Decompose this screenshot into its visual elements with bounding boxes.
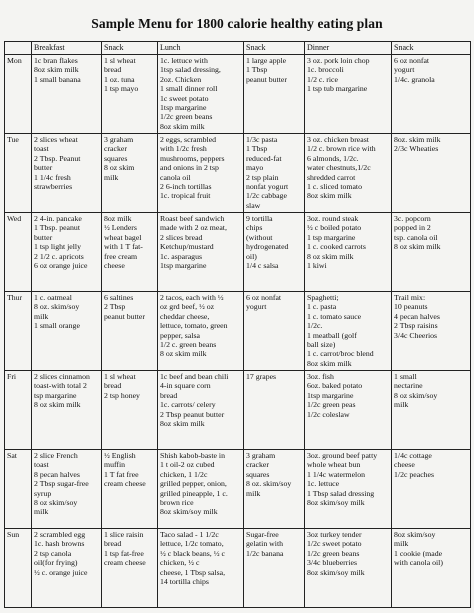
meal-item: chips xyxy=(246,223,263,233)
meal-item: 1 small dinner roll xyxy=(160,84,218,94)
meal-item: nonfat yogurt xyxy=(246,182,289,192)
meal-item: ½ c. orange juice xyxy=(34,567,88,577)
meal-item: 1 kiwi xyxy=(307,261,327,271)
meal-item: free cream xyxy=(104,251,138,261)
meal-item: gelatin with xyxy=(246,539,284,549)
meal-item: mayo xyxy=(246,163,264,173)
meal-cell xyxy=(392,529,471,608)
meal-item: bread xyxy=(160,390,178,400)
meal-item: 1/2c green beans xyxy=(307,548,360,558)
meal-item: 3 oz. pork loin chop xyxy=(307,56,370,65)
meal-cell xyxy=(244,134,305,213)
column-header: Breakfast xyxy=(32,42,102,55)
meal-item: pepper, salsa xyxy=(160,330,200,340)
meal-cell xyxy=(305,55,392,134)
meal-item: reduced-fat xyxy=(246,153,282,163)
meal-item: 1/2c green beans xyxy=(160,112,213,122)
column-header: Snack xyxy=(102,42,158,55)
meal-item: Spaghetti; xyxy=(307,293,339,302)
meal-item: 1 c. cooked carrots xyxy=(307,242,366,252)
meal-item: strawberries xyxy=(34,182,73,192)
meal-item: 1 tsp fat-free xyxy=(104,548,144,558)
meal-item: Taco salad - 1 1/2c xyxy=(160,530,219,539)
meal-item: 1/2c peaches xyxy=(394,469,435,479)
meal-cell xyxy=(392,134,471,213)
meal-cell xyxy=(158,55,244,134)
meal-item: toast xyxy=(34,460,49,470)
menu-table xyxy=(4,41,471,608)
meal-cell xyxy=(392,213,471,292)
day-label: Thur xyxy=(5,292,32,371)
meal-item: 14 tortilla chips xyxy=(160,577,209,587)
meal-item: 1 tsp margarine xyxy=(307,232,356,242)
meal-item: bread xyxy=(104,539,122,549)
meal-item: 8oz skim/soy milk xyxy=(307,567,365,577)
meal-item: 8oz skim milk xyxy=(307,191,352,201)
meal-item: ½ Lenders xyxy=(104,223,137,233)
meal-item: 8 oz skim milk xyxy=(160,349,207,359)
meal-cell xyxy=(244,213,305,292)
meal-item: (without xyxy=(246,232,273,242)
meal-cell xyxy=(392,292,471,371)
meal-item: tsp margarine xyxy=(34,390,77,400)
meal-item: 1/2c sweet potato xyxy=(307,539,362,549)
meal-cell xyxy=(305,292,392,371)
meal-item: 1/4c. granola xyxy=(394,74,435,84)
meal-item: 8oz. skim milk xyxy=(394,135,441,144)
meal-item: 2 4-in. pancake xyxy=(34,214,82,223)
day-label: Wed xyxy=(5,213,32,292)
meal-item: 1c. hash browns xyxy=(34,539,85,549)
meal-item: Ketchup/mustard xyxy=(160,242,214,252)
meal-item: 1 tsp light jelly xyxy=(34,242,81,252)
meal-item: 8 oz skim/soy xyxy=(34,498,78,508)
meal-item: peanut butter xyxy=(246,74,287,84)
meal-item: 6 oz nonfat xyxy=(394,56,430,65)
table-row xyxy=(5,450,471,529)
meal-item: 3c. popcorn xyxy=(394,214,431,223)
meal-item: made with 2 oz meat, xyxy=(160,223,227,233)
table-row xyxy=(5,134,471,213)
meal-item: 8oz skim milk xyxy=(307,358,352,368)
meal-item: 1 c. tomato sauce xyxy=(307,311,362,321)
meal-item: 1/2 c. rice xyxy=(307,74,338,84)
meal-item: 1 cookie (made xyxy=(394,548,443,558)
meal-cell xyxy=(32,529,102,608)
meal-item: toast-with total 2 xyxy=(34,381,87,391)
day-label: Fri xyxy=(5,371,32,450)
meal-item: bread xyxy=(104,65,122,75)
meal-item: syrup xyxy=(34,488,52,498)
meal-item: ½ c black beans, ½ c xyxy=(160,548,225,558)
meal-item: 2 Tbsp raisins xyxy=(394,321,438,331)
meal-item: cracker xyxy=(246,460,269,470)
meal-item: nectarine xyxy=(394,381,423,391)
meal-item: 8 oz skim milk xyxy=(394,242,441,252)
meal-item: 1/2 c. green beans xyxy=(160,340,217,350)
meal-item: 1 Tbsp xyxy=(246,144,268,154)
meal-cell xyxy=(102,134,158,213)
meal-item: squares xyxy=(246,469,270,479)
meal-item: milk xyxy=(394,400,409,410)
table-row xyxy=(5,55,471,134)
meal-cell xyxy=(32,134,102,213)
meal-item: Trail mix: xyxy=(394,293,426,302)
meal-item: lettuce, 1/2c tomato, xyxy=(160,539,224,549)
meal-cell xyxy=(392,371,471,450)
meal-item: 1 T fat free xyxy=(104,469,139,479)
meal-item: 1c. lettuce with xyxy=(160,56,208,65)
meal-item: 8oz skim/soy milk xyxy=(307,498,365,508)
meal-item: 2 eggs, scrambled xyxy=(160,135,217,144)
meal-item: 1 Tbsp salad dressing xyxy=(307,488,375,498)
meal-item: 2 tsp plain xyxy=(246,172,279,182)
meal-item: lettuce, tomato, green xyxy=(160,321,228,331)
meal-item: Roast beef sandwich xyxy=(160,214,225,223)
meal-item: with 1/2c fresh xyxy=(160,144,207,154)
meal-item: 1 tsp tub margarine xyxy=(307,84,368,94)
meal-item: cracker xyxy=(104,144,127,154)
meal-item: 1/2c banana xyxy=(246,548,284,558)
meal-item: 2 slices wheat xyxy=(34,135,78,144)
meal-item: muffin xyxy=(104,460,126,470)
meal-cell xyxy=(244,292,305,371)
meal-item: 1tsp margarine xyxy=(307,390,354,400)
meal-item: grilled pepper, onion, xyxy=(160,479,227,489)
meal-item: 6 almonds, 1/2c. xyxy=(307,153,359,163)
meal-item: 8oz skim milk xyxy=(34,65,79,75)
meal-item: 1tsp margarine xyxy=(160,261,207,271)
meal-item: 1 Tbsp. peanut xyxy=(34,223,80,233)
meal-item: toast xyxy=(34,144,49,154)
meal-item: bread xyxy=(104,381,122,391)
meal-cell xyxy=(32,292,102,371)
meal-cell xyxy=(392,450,471,529)
meal-item: tsp. canola oil xyxy=(394,232,438,242)
meal-item: 1tsp salad dressing, xyxy=(160,65,221,75)
meal-item: 1 c. oatmeal xyxy=(34,293,72,302)
day-label: Tue xyxy=(5,134,32,213)
meal-item: 3 oz. chicken breast xyxy=(307,135,369,144)
column-header: Snack xyxy=(392,42,471,55)
header-row xyxy=(5,42,471,55)
meal-item: 10 peanuts xyxy=(394,302,428,312)
meal-item: 1/2c cabbage xyxy=(246,191,287,201)
meal-cell xyxy=(102,450,158,529)
meal-item: mushrooms, peppers xyxy=(160,153,225,163)
table-row xyxy=(5,213,471,292)
meal-item: 1/4c cottage xyxy=(394,451,432,460)
meal-item: 1 small orange xyxy=(34,321,80,331)
meal-item: 8 pecan halves xyxy=(34,469,80,479)
column-header xyxy=(5,42,32,55)
meal-item: 8 oz. skim/soy xyxy=(34,302,80,312)
meal-item: 2 Tbsp. Peanut xyxy=(34,153,81,163)
meal-item: 8 oz skim/soy xyxy=(394,390,438,400)
meal-item: with 1 T fat- xyxy=(104,242,143,252)
meal-item: 6 saltines xyxy=(104,293,134,302)
meal-cell xyxy=(158,371,244,450)
meal-item: 1 1/4c watermelon xyxy=(307,469,366,479)
meal-item: milk xyxy=(104,172,119,182)
meal-item: 2 Tbsp xyxy=(104,302,126,312)
meal-item: 2/3c Wheaties xyxy=(394,144,439,154)
meal-item: canola oil xyxy=(160,172,191,182)
meal-item: 4 pecan halves xyxy=(394,311,440,321)
meal-item: 1 large apple xyxy=(246,56,287,65)
meal-item: wheat bagel xyxy=(104,232,142,242)
meal-item: 6 oz nonfat xyxy=(246,293,282,302)
meal-item: 1c. carrots/ celery xyxy=(160,400,216,410)
meal-cell xyxy=(102,55,158,134)
column-header: Dinner xyxy=(305,42,392,55)
meal-cell xyxy=(102,529,158,608)
meal-cell xyxy=(158,450,244,529)
day-label: Mon xyxy=(5,55,32,134)
meal-item: 8 oz skim milk xyxy=(34,400,81,410)
meal-cell xyxy=(305,529,392,608)
table-row xyxy=(5,292,471,371)
meal-cell xyxy=(32,371,102,450)
meal-cell xyxy=(305,450,392,529)
menu-body xyxy=(5,55,471,608)
meal-item: 2 slices cinnamon xyxy=(34,372,90,381)
meal-item: 1c beef and bean chili xyxy=(160,372,229,381)
meal-item: 1/2c green peas xyxy=(307,400,356,410)
meal-item: shredded carrot xyxy=(307,172,356,182)
meal-item: popped in 2 xyxy=(394,223,431,233)
meal-item: 8 oz skim xyxy=(104,163,135,173)
meal-item: 1/4 c salsa xyxy=(246,261,279,271)
meal-item: chicken, 1 1/2c xyxy=(160,469,208,479)
meal-item: 1c bran flakes xyxy=(34,56,78,65)
meal-cell xyxy=(392,55,471,134)
meal-cell xyxy=(32,213,102,292)
meal-item: 9 tortilla xyxy=(246,214,273,223)
meal-cell xyxy=(102,213,158,292)
meal-item: squares xyxy=(104,153,128,163)
day-label: Sat xyxy=(5,450,32,529)
meal-cell xyxy=(244,450,305,529)
meal-item: 1c. broccoli xyxy=(307,65,344,75)
meal-cell xyxy=(32,55,102,134)
meal-item: cheese xyxy=(394,460,415,470)
meal-item: 2 slice French xyxy=(34,451,78,460)
meal-item: 1 t oil-2 oz cubed xyxy=(160,460,215,470)
meal-item: 1c. asparagus xyxy=(160,251,202,261)
meal-item: yogurt xyxy=(394,65,415,75)
meal-item: brown rice xyxy=(160,498,194,508)
meal-cell xyxy=(158,292,244,371)
meal-cell xyxy=(102,292,158,371)
meal-item: 2 slices bread xyxy=(160,232,203,242)
meal-item: slaw xyxy=(246,200,261,210)
meal-item: cheese xyxy=(104,261,125,271)
meal-cell xyxy=(305,213,392,292)
page-title: Sample Menu for 1800 calorie healthy eating plan xyxy=(91,16,383,31)
day-label: Sun xyxy=(5,529,32,608)
meal-item: 1 1/4c fresh xyxy=(34,172,71,182)
meal-item: cheddar cheese, xyxy=(160,311,210,321)
meal-item: 3/4c Cheerios xyxy=(394,330,438,340)
meal-cell xyxy=(244,55,305,134)
meal-cell xyxy=(32,450,102,529)
meal-item: 4-in square corn xyxy=(160,381,211,391)
meal-item: cheese, 1 Tbsp salsa, xyxy=(160,567,226,577)
meal-item: 1 small xyxy=(394,372,417,381)
meal-item: ½ c boiled potato xyxy=(307,223,362,233)
meal-item: peanut butter xyxy=(104,311,145,321)
meal-item: Shish kabob-baste in xyxy=(160,451,225,460)
meal-item: 2 tsp canola xyxy=(34,548,72,558)
meal-item: 2 Tbsp peanut butter xyxy=(160,409,225,419)
meal-item: 3 graham xyxy=(104,135,134,144)
meal-item: ball size) xyxy=(307,340,336,350)
meal-item: 1 tsp mayo xyxy=(104,84,139,94)
meal-item: chicken, ½ c xyxy=(160,558,200,568)
meal-item: 1/2c coleslaw xyxy=(307,409,350,419)
column-header: Lunch xyxy=(158,42,244,55)
meal-item: 1 sl wheat xyxy=(104,56,136,65)
meal-cell xyxy=(158,134,244,213)
meal-item: 1/2 c. brown rice with xyxy=(307,144,376,154)
meal-item: butter xyxy=(34,163,53,173)
meal-item: 6oz. baked potato xyxy=(307,381,363,391)
meal-item: 8oz skim/soy xyxy=(394,530,436,539)
meal-cell xyxy=(305,134,392,213)
meal-item: 8oz skim milk xyxy=(160,419,205,429)
meal-item: oz grd beef, ½ oz xyxy=(160,302,215,312)
meal-item: 3/4c blueberries xyxy=(307,558,358,568)
meal-item: 3oz. ground beef patty xyxy=(307,451,378,460)
meal-cell xyxy=(244,529,305,608)
meal-item: 2 1/2 c. apricots xyxy=(34,251,84,261)
meal-item: milk xyxy=(34,507,49,517)
meal-item: oil) xyxy=(246,251,257,261)
meal-cell xyxy=(244,371,305,450)
meal-item: 1 meatball (golf xyxy=(307,330,357,340)
meal-item: 2 scrambled egg xyxy=(34,530,86,539)
meal-item: 8 oz. skim/soy xyxy=(246,479,292,489)
column-header: Snack xyxy=(244,42,305,55)
meal-item: 1 c. sliced tomato xyxy=(307,182,362,192)
meal-item: 1 c. carrot/broc blend xyxy=(307,349,374,359)
meal-item: yogurt xyxy=(246,302,267,312)
meal-cell xyxy=(158,213,244,292)
meal-item: cream cheese xyxy=(104,558,146,568)
meal-item: 1 oz. tuna xyxy=(104,74,135,84)
meal-item: grilled pineapple, 1 c. xyxy=(160,488,228,498)
meal-item: 8oz skim/soy milk xyxy=(160,507,218,517)
meal-item: 8oz milk xyxy=(104,214,132,223)
meal-item: 2 6-inch tortillas xyxy=(160,182,212,192)
meal-item: 3 graham xyxy=(246,451,276,460)
meal-item: 1/2c. xyxy=(307,321,323,331)
meal-item: 1c sweet potato xyxy=(160,93,209,103)
meal-item: oil(for frying) xyxy=(34,558,78,568)
meal-item: whole wheat bun xyxy=(307,460,361,470)
meal-item: 3oz turkey tender xyxy=(307,530,362,539)
table-row xyxy=(5,371,471,450)
meal-item: hydrogenated xyxy=(246,242,289,252)
meal-item: with canola oil) xyxy=(394,558,443,568)
meal-item: cream cheese xyxy=(104,479,146,489)
meal-item: water chestnuts,1/2c xyxy=(307,163,371,173)
meal-item: 1 Tbsp xyxy=(246,65,268,75)
meal-item: 2 Tbsp sugar-free xyxy=(34,479,89,489)
meal-item: ½ English xyxy=(104,451,136,460)
meal-item: Sugar-free xyxy=(246,530,279,539)
meal-item: 1/3c pasta xyxy=(246,135,278,144)
meal-item: butter xyxy=(34,232,53,242)
meal-cell xyxy=(102,371,158,450)
meal-item: 2oz. Chicken xyxy=(160,74,202,84)
table-row xyxy=(5,529,471,608)
meal-item: 17 grapes xyxy=(246,372,277,381)
meal-item: 3oz. fish xyxy=(307,372,334,381)
meal-item: milk xyxy=(246,488,261,498)
meal-item: milk xyxy=(394,539,409,549)
meal-item: 1 sl wheat xyxy=(104,372,136,381)
meal-cell xyxy=(158,529,244,608)
meal-cell xyxy=(305,371,392,450)
meal-item: and onions in 2 tsp xyxy=(160,163,219,173)
meal-item: 1 small banana xyxy=(34,74,81,84)
meal-item: 3oz. round steak xyxy=(307,214,359,223)
meal-item: 2 tsp honey xyxy=(104,390,140,400)
meal-item: 2 tacos, each with ½ xyxy=(160,293,224,302)
meal-item: milk xyxy=(34,311,49,321)
meal-item: 8oz skim milk xyxy=(160,121,205,131)
meal-item: 6 oz orange juice xyxy=(34,261,88,271)
meal-item: 1c. tropical fruit xyxy=(160,191,211,201)
meal-item: 1 slice raisin xyxy=(104,530,144,539)
meal-item: 1 c. pasta xyxy=(307,302,337,312)
meal-item: 8 oz skim milk xyxy=(307,251,354,261)
meal-item: 1c. lettuce xyxy=(307,479,340,489)
meal-item: 1tsp margarine xyxy=(160,103,207,113)
